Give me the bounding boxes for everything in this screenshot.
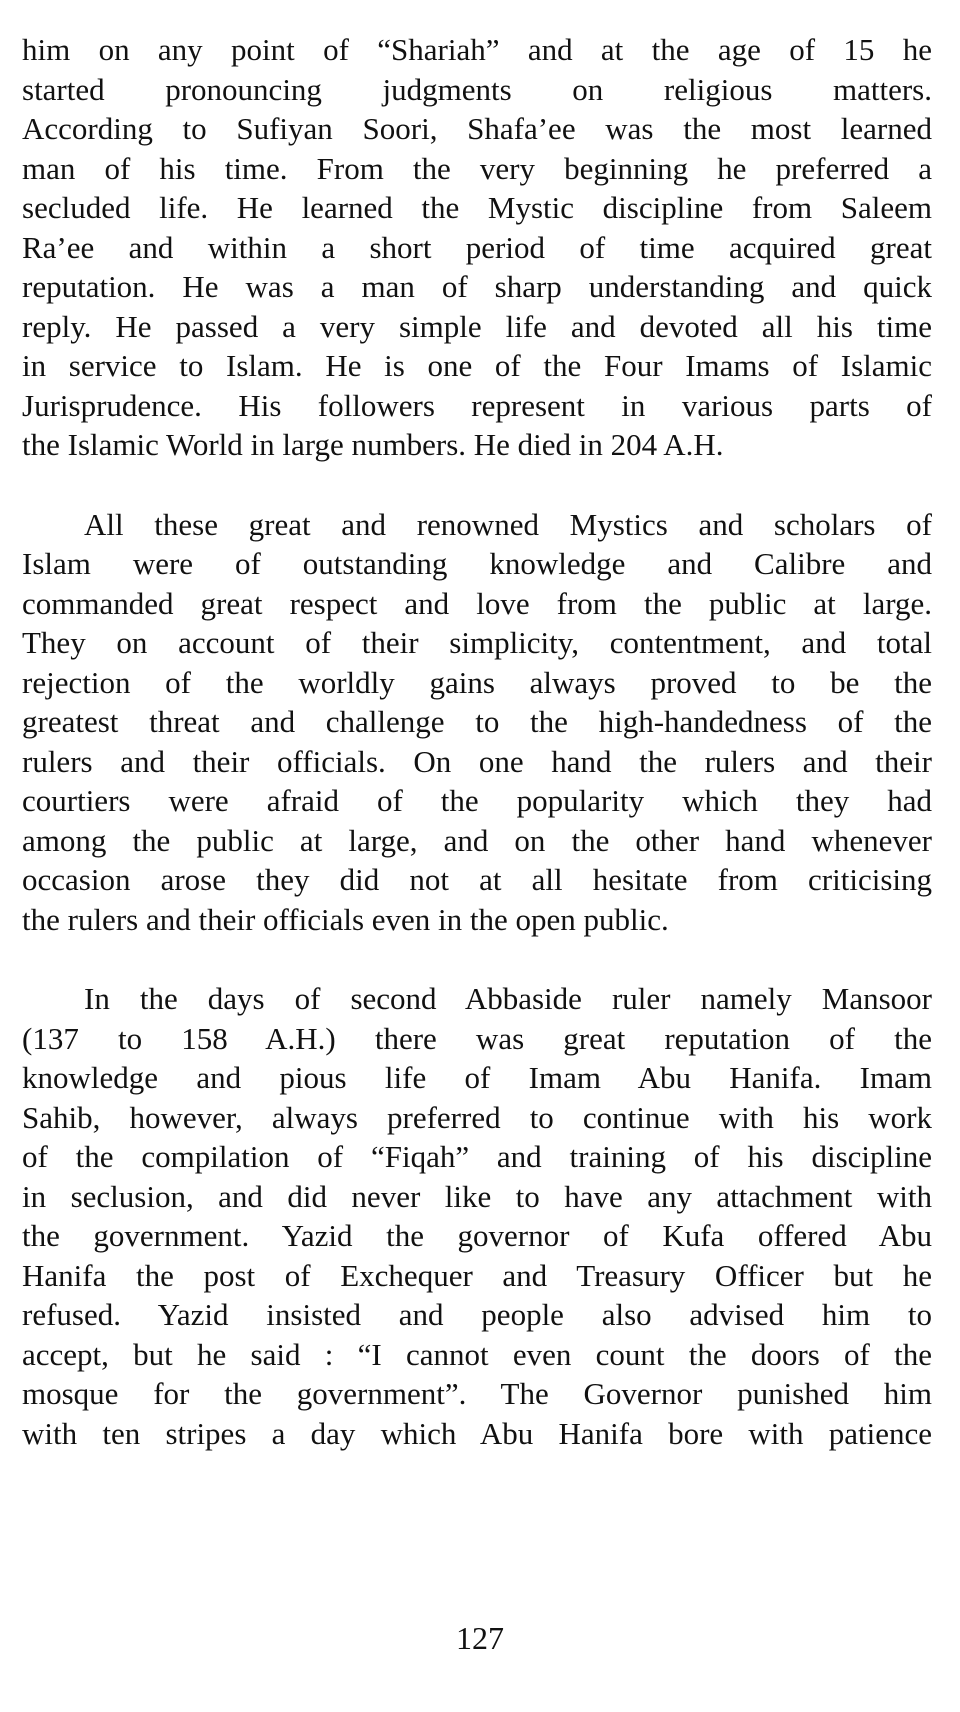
book-page xyxy=(22,30,932,1453)
paragraph-shafaee xyxy=(22,30,932,465)
text-line: secluded life. He learned the Mystic discipline from Saleem xyxy=(22,190,932,225)
text-line: in service to Islam. He is one of the Four Imams of Islamic xyxy=(22,348,932,383)
paragraph-abu-hanifa xyxy=(22,979,932,1453)
text-line: Jurisprudence. His followers represent in various parts of xyxy=(22,387,932,423)
text-line: with ten stripes a day which Abu Hanifa bore with patience xyxy=(22,1415,932,1451)
text-line: mosque for the government”. The Governor punished him xyxy=(22,1376,932,1411)
text-line: man of his time. From the very beginning he preferred a xyxy=(22,150,932,186)
text-line: accept, but he said : “I cannot even count the doors of the xyxy=(22,1336,932,1372)
text-line: Ra’ee and within a short period of time acquired great xyxy=(22,229,932,265)
page-number: 127 xyxy=(456,1620,504,1656)
text-line: refused. Yazid insisted and people also advised him to xyxy=(22,1297,932,1332)
text-line: reply. He passed a very simple life and devoted all his time xyxy=(22,308,932,344)
text-line: commanded great respect and love from the public at large. xyxy=(22,585,932,621)
paragraph-mystics xyxy=(22,505,932,940)
text-line: started pronouncing judgments on religious matters. xyxy=(22,71,932,107)
text-line: the government. Yazid the governor of Kufa offered Abu xyxy=(22,1218,932,1253)
text-line: knowledge and pious life of Imam Abu Hanifa. Imam xyxy=(22,1060,932,1095)
text-line: the Islamic World in large numbers. He died in 204 A.H. xyxy=(22,427,724,462)
text-line: greatest threat and challenge to the high-handedness of the xyxy=(22,704,932,739)
text-line: Hanifa the post of Exchequer and Treasury Officer but he xyxy=(22,1257,932,1293)
text-line: According to Sufiyan Soori, Shafa’ee was the most learned xyxy=(22,111,932,146)
text-line: him on any point of “Shariah” and at the age of 15 he xyxy=(22,32,932,67)
text-line: among the public at large, and on the other hand whenever xyxy=(22,822,932,858)
text-line: rulers and their officials. On one hand the rulers and their xyxy=(22,743,932,779)
text-line: courtiers were afraid of the popularity which they had xyxy=(22,783,932,818)
text-line: All these great and renowned Mystics and scholars of xyxy=(84,506,932,542)
text-line: They on account of their simplicity, contentment, and total xyxy=(22,625,932,660)
text-line: In the days of second Abbaside ruler namely Mansoor xyxy=(84,981,932,1016)
text-line: of the compilation of “Fiqah” and training of his discipline xyxy=(22,1139,932,1174)
text-line: the rulers and their officials even in the open public. xyxy=(22,901,669,937)
text-line: (137 to 158 A.H.) there was great reputation of the xyxy=(22,1020,932,1056)
text-line: Islam were of outstanding knowledge and Calibre and xyxy=(22,546,932,581)
text-line: Sahib, however, always preferred to continue with his work xyxy=(22,1099,932,1135)
text-line: rejection of the worldly gains always proved to be the xyxy=(22,664,932,700)
text-line: occasion arose they did not at all hesitate from criticising xyxy=(22,862,932,897)
text-line: in seclusion, and did never like to have any attachment with xyxy=(22,1178,932,1214)
text-line: reputation. He was a man of sharp understanding and quick xyxy=(22,269,932,304)
